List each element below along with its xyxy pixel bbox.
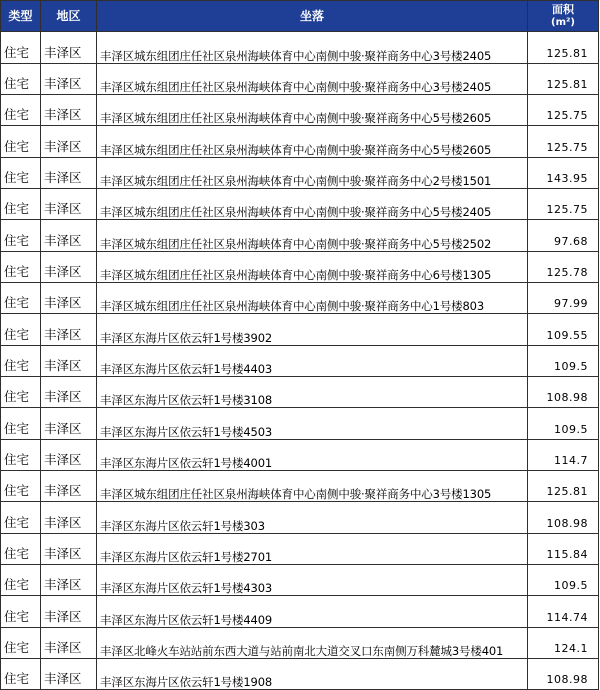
cell-type: 住宅 <box>1 502 41 534</box>
cell-location: 丰泽区东海片区依云轩1号楼4409 <box>97 596 528 628</box>
cell-location: 丰泽区城东组团庄任社区泉州海峡体育中心南侧中骏·聚祥商务中心3号楼2405 <box>97 32 528 64</box>
cell-type: 住宅 <box>1 471 41 502</box>
cell-district: 丰泽区 <box>41 346 97 377</box>
cell-district: 丰泽区 <box>41 252 97 283</box>
cell-district: 丰泽区 <box>41 189 97 220</box>
cell-location: 丰泽区城东组团庄任社区泉州海峡体育中心南侧中骏·聚祥商务中心5号楼2502 <box>97 220 528 252</box>
cell-type: 住宅 <box>1 596 41 628</box>
table-row <box>1 252 599 283</box>
cell-district: 丰泽区 <box>41 64 97 95</box>
cell-location: 丰泽区东海片区依云轩1号楼4403 <box>97 346 528 377</box>
header-location: 坐落 <box>97 1 528 32</box>
cell-type: 住宅 <box>1 534 41 565</box>
table-row <box>1 220 599 252</box>
cell-area: 125.81 <box>528 471 599 502</box>
cell-type: 住宅 <box>1 252 41 283</box>
cell-location: 丰泽区北峰火车站站前东西大道与站前南北大道交叉口东南侧万科麓城3号楼401 <box>97 628 528 659</box>
cell-area: 125.78 <box>528 252 599 283</box>
cell-type: 住宅 <box>1 32 41 64</box>
cell-district: 丰泽区 <box>41 471 97 502</box>
table-row <box>1 95 599 126</box>
cell-district: 丰泽区 <box>41 314 97 346</box>
table-row <box>1 189 599 220</box>
cell-district: 丰泽区 <box>41 158 97 189</box>
cell-type: 住宅 <box>1 283 41 314</box>
cell-area: 124.1 <box>528 628 599 659</box>
cell-type: 住宅 <box>1 314 41 346</box>
cell-district: 丰泽区 <box>41 408 97 440</box>
cell-type: 住宅 <box>1 189 41 220</box>
table-row <box>1 126 599 158</box>
cell-type: 住宅 <box>1 377 41 408</box>
header-area: 面积 <box>552 3 574 16</box>
cell-district: 丰泽区 <box>41 534 97 565</box>
table-row <box>1 471 599 502</box>
header-area-unit: (m²) <box>551 17 575 28</box>
cell-type: 住宅 <box>1 440 41 471</box>
cell-area: 125.75 <box>528 189 599 220</box>
table-row <box>1 158 599 189</box>
cell-location: 丰泽区城东组团庄任社区泉州海峡体育中心南侧中骏·聚祥商务中心5号楼2605 <box>97 126 528 158</box>
cell-location: 丰泽区东海片区依云轩1号楼3902 <box>97 314 528 346</box>
cell-type: 住宅 <box>1 158 41 189</box>
cell-district: 丰泽区 <box>41 95 97 126</box>
table-row <box>1 628 599 659</box>
cell-location: 丰泽区东海片区依云轩1号楼3108 <box>97 377 528 408</box>
cell-type: 住宅 <box>1 659 41 690</box>
cell-area: 143.95 <box>528 158 599 189</box>
table-row <box>1 408 599 440</box>
cell-area: 109.5 <box>528 565 599 596</box>
table-body <box>1 32 599 690</box>
cell-location: 丰泽区东海片区依云轩1号楼1908 <box>97 659 528 690</box>
table-row <box>1 64 599 95</box>
cell-type: 住宅 <box>1 64 41 95</box>
cell-district: 丰泽区 <box>41 440 97 471</box>
cell-district: 丰泽区 <box>41 126 97 158</box>
table-row <box>1 596 599 628</box>
table-row <box>1 659 599 690</box>
cell-district: 丰泽区 <box>41 565 97 596</box>
cell-area: 97.99 <box>528 283 599 314</box>
table-row <box>1 377 599 408</box>
cell-type: 住宅 <box>1 346 41 377</box>
cell-area: 109.55 <box>528 314 599 346</box>
cell-location: 丰泽区城东组团庄任社区泉州海峡体育中心南侧中骏·聚祥商务中心3号楼2405 <box>97 64 528 95</box>
cell-type: 住宅 <box>1 408 41 440</box>
cell-location: 丰泽区东海片区依云轩1号楼4303 <box>97 565 528 596</box>
table-row <box>1 534 599 565</box>
table-row <box>1 314 599 346</box>
cell-type: 住宅 <box>1 95 41 126</box>
cell-area: 125.75 <box>528 95 599 126</box>
cell-area: 108.98 <box>528 502 599 534</box>
table-row <box>1 440 599 471</box>
cell-district: 丰泽区 <box>41 220 97 252</box>
cell-district: 丰泽区 <box>41 659 97 690</box>
cell-district: 丰泽区 <box>41 377 97 408</box>
cell-area: 108.98 <box>528 659 599 690</box>
cell-location: 丰泽区东海片区依云轩1号楼4503 <box>97 408 528 440</box>
header-district: 地区 <box>41 1 97 32</box>
cell-location: 丰泽区城东组团庄任社区泉州海峡体育中心南侧中骏·聚祥商务中心2号楼1501 <box>97 158 528 189</box>
cell-district: 丰泽区 <box>41 32 97 64</box>
cell-area: 108.98 <box>528 377 599 408</box>
table-row <box>1 565 599 596</box>
header-row <box>1 1 599 32</box>
cell-area: 109.5 <box>528 408 599 440</box>
cell-type: 住宅 <box>1 220 41 252</box>
table-row <box>1 283 599 314</box>
cell-district: 丰泽区 <box>41 596 97 628</box>
cell-type: 住宅 <box>1 126 41 158</box>
table-row <box>1 502 599 534</box>
cell-type: 住宅 <box>1 628 41 659</box>
cell-type: 住宅 <box>1 565 41 596</box>
cell-area: 125.81 <box>528 32 599 64</box>
cell-location: 丰泽区城东组团庄任社区泉州海峡体育中心南侧中骏·聚祥商务中心5号楼2605 <box>97 95 528 126</box>
cell-area: 125.81 <box>528 64 599 95</box>
cell-location: 丰泽区东海片区依云轩1号楼2701 <box>97 534 528 565</box>
header-type: 类型 <box>1 1 41 32</box>
cell-district: 丰泽区 <box>41 628 97 659</box>
cell-district: 丰泽区 <box>41 502 97 534</box>
cell-district: 丰泽区 <box>41 283 97 314</box>
cell-area: 97.68 <box>528 220 599 252</box>
cell-area: 109.5 <box>528 346 599 377</box>
cell-location: 丰泽区城东组团庄任社区泉州海峡体育中心南侧中骏·聚祥商务中心1号楼803 <box>97 283 528 314</box>
cell-location: 丰泽区东海片区依云轩1号楼303 <box>97 502 528 534</box>
cell-area: 125.75 <box>528 126 599 158</box>
cell-area: 114.7 <box>528 440 599 471</box>
table-row <box>1 32 599 64</box>
cell-location: 丰泽区东海片区依云轩1号楼4001 <box>97 440 528 471</box>
cell-area: 114.74 <box>528 596 599 628</box>
cell-location: 丰泽区城东组团庄任社区泉州海峡体育中心南侧中骏·聚祥商务中心3号楼1305 <box>97 471 528 502</box>
table-row <box>1 346 599 377</box>
header-area-cell <box>528 1 599 32</box>
cell-area: 115.84 <box>528 534 599 565</box>
cell-location: 丰泽区城东组团庄任社区泉州海峡体育中心南侧中骏·聚祥商务中心6号楼1305 <box>97 252 528 283</box>
cell-location: 丰泽区城东组团庄任社区泉州海峡体育中心南侧中骏·聚祥商务中心5号楼2405 <box>97 189 528 220</box>
